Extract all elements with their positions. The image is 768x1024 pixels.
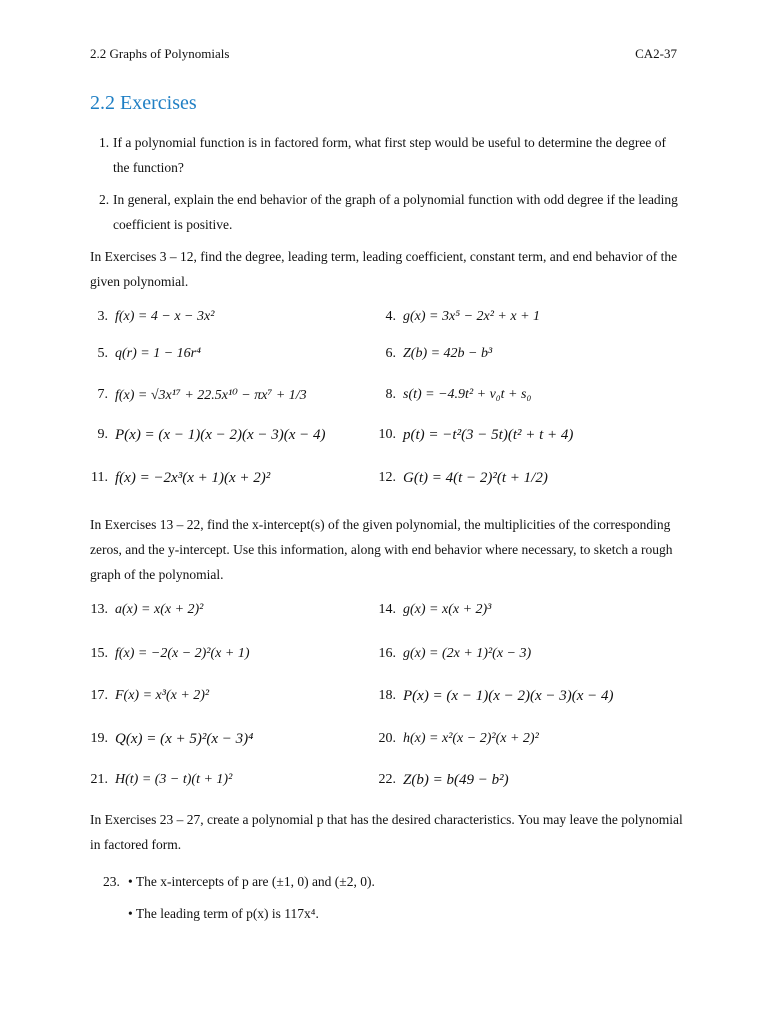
exercise-8 (366, 378, 531, 412)
exercise-number: 20. (378, 731, 396, 746)
exercise-16 (366, 637, 531, 671)
exercise-number: 13. (90, 602, 108, 617)
exercise-expression: f(x) = √3x¹⁷ + 22.5x¹⁰ − πx⁷ + 1/3 (115, 387, 307, 403)
exercise-23-number: 23. (103, 874, 120, 889)
exercise-5 (78, 337, 201, 371)
exercise-expression: G(t) = 4(t − 2)²(t + 1/2) (403, 469, 548, 486)
exercise-number: 18. (378, 688, 396, 703)
exercise-6 (366, 337, 492, 371)
exercise-22 (366, 763, 509, 797)
exercise-18 (366, 679, 614, 713)
exercise-7 (78, 378, 307, 412)
exercise-number: 9. (97, 427, 108, 442)
exercise-number: 10. (378, 427, 396, 442)
exercise-number: 11. (91, 470, 108, 485)
exercise-expression: P(x) = (x − 1)(x − 2)(x − 3)(x − 4) (115, 426, 326, 443)
exercise-number: 6. (385, 346, 396, 361)
exercise-number: 14. (378, 602, 396, 617)
exercise-expression: Z(b) = 42b − b³ (403, 346, 493, 361)
exercise-number: 12. (378, 470, 396, 485)
exercise-number: 4. (385, 309, 396, 324)
exercise-number: 21. (90, 772, 108, 787)
exercise-expression: a(x) = x(x + 2)² (115, 602, 204, 617)
exercise-17 (78, 679, 209, 713)
exercise-12 (366, 461, 548, 495)
question-number: 2. (99, 192, 110, 207)
exercise-21 (78, 763, 232, 797)
running-header-page: CA2-37 (635, 46, 677, 61)
instructions-13-22: In Exercises 13 – 22, find the x-intercept(s) of the given polynomial, the multiplicities of the corresponding zeros, and the y-intercept. Use this information, along with end behavior where necessary, to sketch a rough graph of the polynomial. (90, 517, 673, 582)
exercise-10 (366, 418, 573, 452)
exercise-13 (78, 593, 203, 627)
question-text: If a polynomial function is in factored form, what first step would be useful to determine the degree of the function? (113, 135, 666, 175)
exercise-expression: p(t) = −t²(3 − 5t)(t² + t + 4) (403, 426, 574, 443)
exercise-20 (366, 722, 539, 756)
exercise-number: 7. (97, 387, 108, 402)
exercise-expression: H(t) = (3 − t)(t + 1)² (115, 772, 233, 787)
exercise-number: 16. (378, 646, 396, 661)
exercise-23-bullet-1: • The x-intercepts of p are (±1, 0) and (±2, 0). (128, 874, 375, 889)
exercise-expression: f(x) = −2x³(x + 1)(x + 2)² (115, 469, 271, 486)
exercise-expression: s(t) = −4.9t² + v₀t + s₀ (403, 387, 532, 402)
exercise-15 (78, 637, 250, 671)
running-header-section: 2.2 Graphs of Polynomials (90, 46, 230, 61)
exercise-4 (366, 300, 540, 334)
exercise-number: 19. (90, 731, 108, 746)
exercise-expression: f(x) = −2(x − 2)²(x + 1) (115, 646, 250, 661)
exercise-number: 3. (97, 309, 108, 324)
question-2 (99, 187, 683, 237)
exercise-19 (78, 722, 253, 756)
exercise-expression: q(r) = 1 − 16r⁴ (115, 346, 201, 361)
exercise-expression: Q(x) = (x + 5)²(x − 3)⁴ (115, 730, 254, 747)
question-1 (99, 130, 683, 180)
exercise-expression: g(x) = 3x⁵ − 2x² + x + 1 (403, 309, 541, 324)
instructions-23-27: In Exercises 23 – 27, create a polynomial p that has the desired characteristics. You may leave the polynomial in factored form. (90, 812, 683, 852)
exercise-11 (78, 461, 270, 495)
exercise-expression: Z(b) = b(49 − b²) (403, 771, 509, 788)
instructions-3-12: In Exercises 3 – 12, find the degree, leading term, leading coefficient, constant term, and end behavior of the given polynomial. (90, 249, 678, 289)
exercise-expression: P(x) = (x − 1)(x − 2)(x − 3)(x − 4) (403, 687, 614, 704)
exercise-3 (78, 300, 214, 334)
exercise-9 (78, 418, 326, 452)
exercise-23-bullet-2: • The leading term of p(x) is 117x⁴. (128, 906, 319, 921)
exercise-14 (366, 593, 491, 627)
exercise-expression: h(x) = x²(x − 2)²(x + 2)² (403, 731, 539, 746)
exercise-number: 15. (90, 646, 108, 661)
question-number: 1. (99, 135, 110, 150)
exercise-expression: f(x) = 4 − x − 3x² (115, 309, 215, 324)
exercise-number: 17. (90, 688, 108, 703)
page-title: 2.2 Exercises (90, 92, 197, 114)
exercise-number: 22. (378, 772, 396, 787)
exercise-expression: g(x) = (2x + 1)²(x − 3) (403, 646, 532, 661)
exercise-number: 8. (385, 387, 396, 402)
exercise-number: 5. (97, 346, 108, 361)
question-text: In general, explain the end behavior of the graph of a polynomial function with odd degree if the leading coefficient is positive. (113, 192, 678, 232)
exercise-expression: g(x) = x(x + 2)³ (403, 602, 492, 617)
exercise-expression: F(x) = x³(x + 2)² (115, 688, 210, 703)
